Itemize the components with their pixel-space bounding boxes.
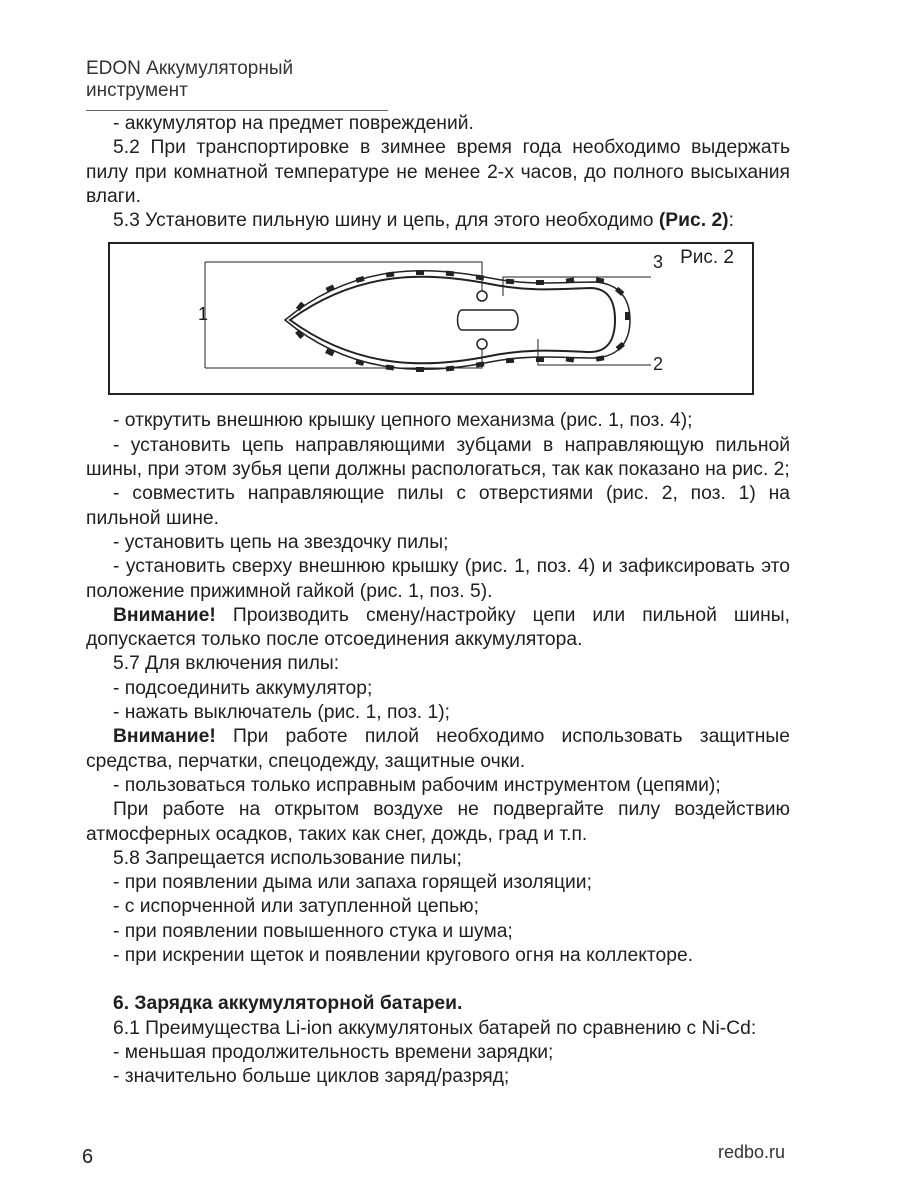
list-item: - значительно больше циклов заряд/разряд;: [113, 1066, 510, 1088]
step: - установить цепь направляющими зубцами в направляющую пильной шины, при этом зубья цепи должны распологаться, так как показано на рис. 2;: [86, 434, 790, 481]
list-item: - нажать выключатель (рис. 1, поз. 1);: [113, 702, 451, 724]
step: - установить цепь на звездочку пилы;: [113, 531, 449, 553]
section-heading-text: 6. Зарядка аккумуляторной батареи.: [113, 993, 463, 1015]
page-content: [86, 112, 790, 1090]
paragraph: 5.2 При транспортировке в зимнее время года необходимо выдержать пилу при комнатной температуре не менее 2-х часов, до полного высыхания влаги.: [86, 137, 790, 207]
list-item: - подсоединить аккумулятор;: [113, 677, 373, 699]
list-item: - пользоваться только исправным рабочим инструментом (цепями);: [113, 774, 721, 796]
warning-text: Производить смену/настройку цепи или пильной шины, допускается только после отсоединения аккумулятора.: [86, 604, 790, 651]
figure-reference: (Рис. 2): [658, 210, 729, 232]
paragraph-end: :: [728, 210, 734, 232]
list-item: - с испорченной или затупленной цепью;: [113, 896, 479, 918]
paragraph: 6.1 Преимущества Li-ion аккумулятоных батарей по сравнению с Ni-Cd:: [113, 1017, 757, 1039]
list-item: - при появлении дыма или запаха горящей изоляции;: [113, 872, 592, 894]
step: - установить сверху внешнюю крышку (рис. 1, поз. 4) и зафиксировать это положение прижимной гайкой (рис. 1, поз. 5).: [86, 556, 790, 602]
footer-site: redbo.ru: [718, 1142, 786, 1162]
warning-label: Внимание!: [113, 604, 216, 626]
list-item: - меньшая продолжительность времени зарядки;: [113, 1041, 554, 1063]
figure-title: Рис. 2: [680, 247, 734, 269]
step: - совместить направляющие пилы с отверстиями (рис. 2, поз. 1) на пильной шине.: [86, 483, 790, 529]
warning-paragraph: [86, 725, 790, 774]
section-heading: [86, 992, 790, 1016]
list-item: - при появлении повышенного стука и шума;: [113, 920, 513, 942]
warning-label: Внимание!: [113, 726, 216, 748]
paragraph: [86, 209, 790, 233]
callout-1: 1: [198, 304, 209, 325]
list-item: - при искрении щеток и появлении кругового огня на коллекторе.: [113, 945, 694, 967]
section-title: 5.7 Для включения пилы:: [113, 653, 340, 675]
paragraph-text: 5.3 Установите пильную шину и цепь, для этого необходимо: [113, 210, 659, 232]
step: - открутить внешнюю крышку цепного механизма (рис. 1, поз. 4);: [113, 410, 693, 432]
callout-3: 3: [653, 252, 664, 273]
running-header: EDON Аккумуляторный инструмент: [86, 58, 388, 111]
section-title: 5.8 Запрещается использование пилы;: [113, 847, 462, 869]
page-number: 6: [82, 1146, 94, 1168]
warning-text: При работе пилой необходимо использовать защитные средства, перчатки, спецодежду, защитные очки.: [86, 726, 790, 772]
paragraph: При работе на открытом воздухе не подвергайте пилу воздействию атмосферных осадков, таких как снег, дождь, град и т.п.: [86, 799, 790, 845]
callout-2: 2: [653, 354, 664, 375]
paragraph: - аккумулятор на предмет повреждений.: [113, 113, 474, 134]
figure-chain-bar: [108, 242, 754, 395]
warning-paragraph: [86, 604, 790, 653]
